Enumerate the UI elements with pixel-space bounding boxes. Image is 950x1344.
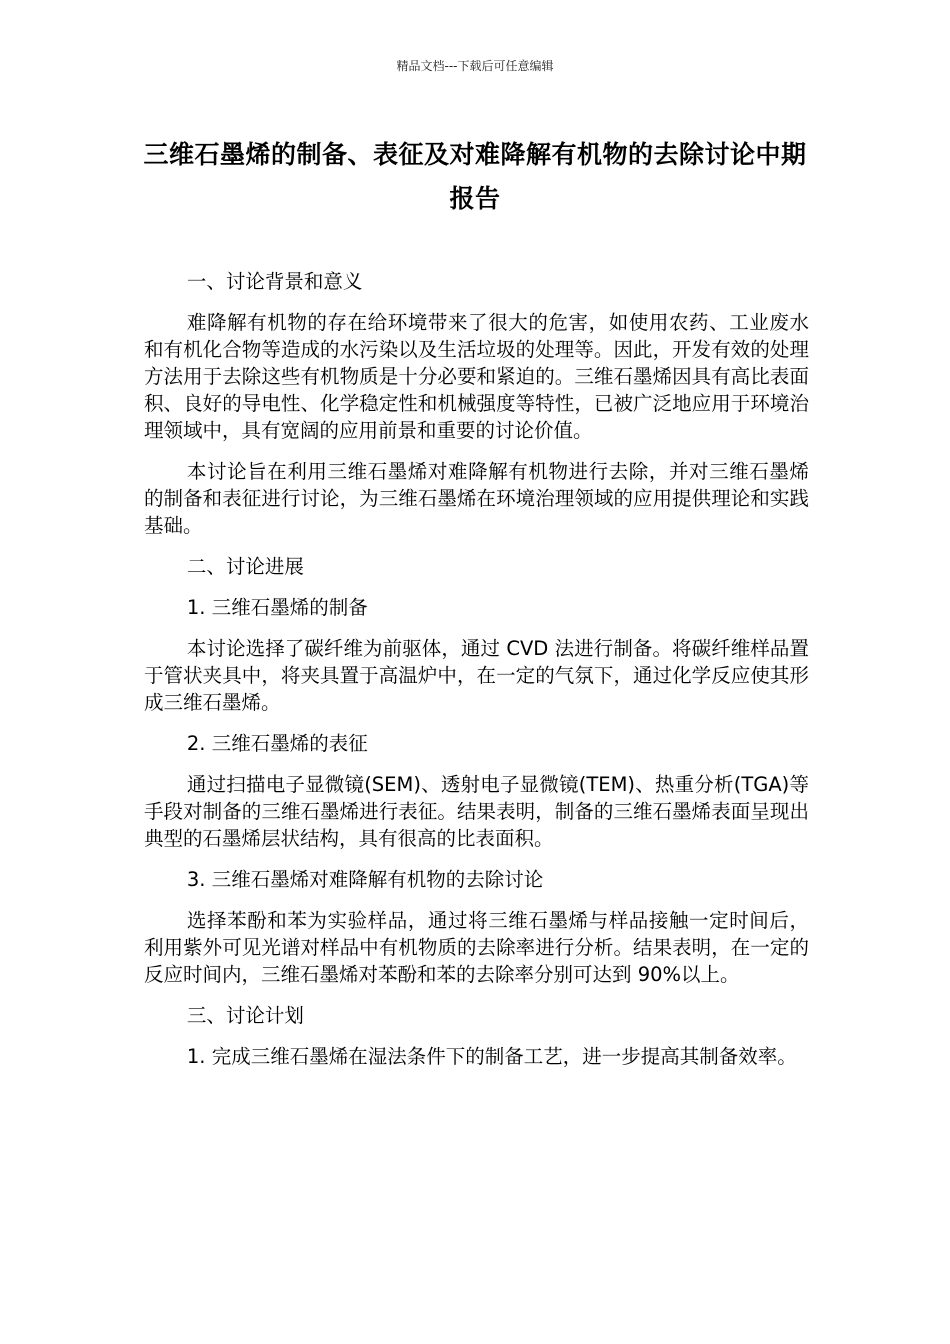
plan-item-1: 1. 完成三维石墨烯在湿法条件下的制备工艺，进一步提高其制备效率。 xyxy=(186,1045,797,1068)
subheading-removal: 3. 三维石墨烯对难降解有机物的去除讨论 xyxy=(186,868,544,891)
document-title: 三维石墨烯的制备、表征及对难降解有机物的去除讨论中期报告 xyxy=(143,140,807,213)
section-heading-plan: 三、讨论计划 xyxy=(186,1004,304,1027)
paragraph-characterization: 通过扫描电子显微镜(SEM)、透射电子显微镜(TEM)、热重分析(TGA)等手段对制备的三维石墨烯进行表征。结果表明，制备的三维石墨烯表面呈现出典型的石墨烯层状结构，具有很高的比表面积。 xyxy=(144,773,809,850)
paragraph-preparation: 本讨论选择了碳纤维为前驱体，通过 CVD 法进行制备。将碳纤维样品置于管状夹具中，将夹具置于高温炉中，在一定的气氛下，通过化学反应使其形成三维石墨烯。 xyxy=(144,637,809,714)
header-note: 精品文档---下载后可任意编辑 xyxy=(396,59,554,73)
paragraph-background-1: 难降解有机物的存在给环境带来了很大的危害，如使用农药、工业废水和有机化合物等造成的水污染以及生活垃圾的处理等。因此，开发有效的处理方法用于去除这些有机物质是十分必要和紧迫的。三维石墨烯因具有高比表面积、良好的导电性、化学稳定性和机械强度等特性，已被广泛地应用于环境治理领域中，具有宽阔的应用前景和重要的讨论价值。 xyxy=(144,311,809,442)
section-heading-background: 一、讨论背景和意义 xyxy=(186,270,363,293)
paragraph-background-2: 本讨论旨在利用三维石墨烯对难降解有机物进行去除，并对三维石墨烯的制备和表征进行讨论，为三维石墨烯在环境治理领域的应用提供理论和实践基础。 xyxy=(144,460,809,537)
subheading-preparation: 1. 三维石墨烯的制备 xyxy=(186,596,368,619)
section-heading-progress: 二、讨论进展 xyxy=(186,555,304,578)
document-body xyxy=(144,268,809,1084)
subheading-characterization: 2. 三维石墨烯的表征 xyxy=(186,732,368,755)
paragraph-removal: 选择苯酚和苯为实验样品，通过将三维石墨烯与样品接触一定时间后，利用紫外可见光谱对样品中有机物质的去除率进行分析。结果表明，在一定的反应时间内，三维石墨烯对苯酚和苯的去除率分别可达到 90%以上。 xyxy=(144,909,809,986)
